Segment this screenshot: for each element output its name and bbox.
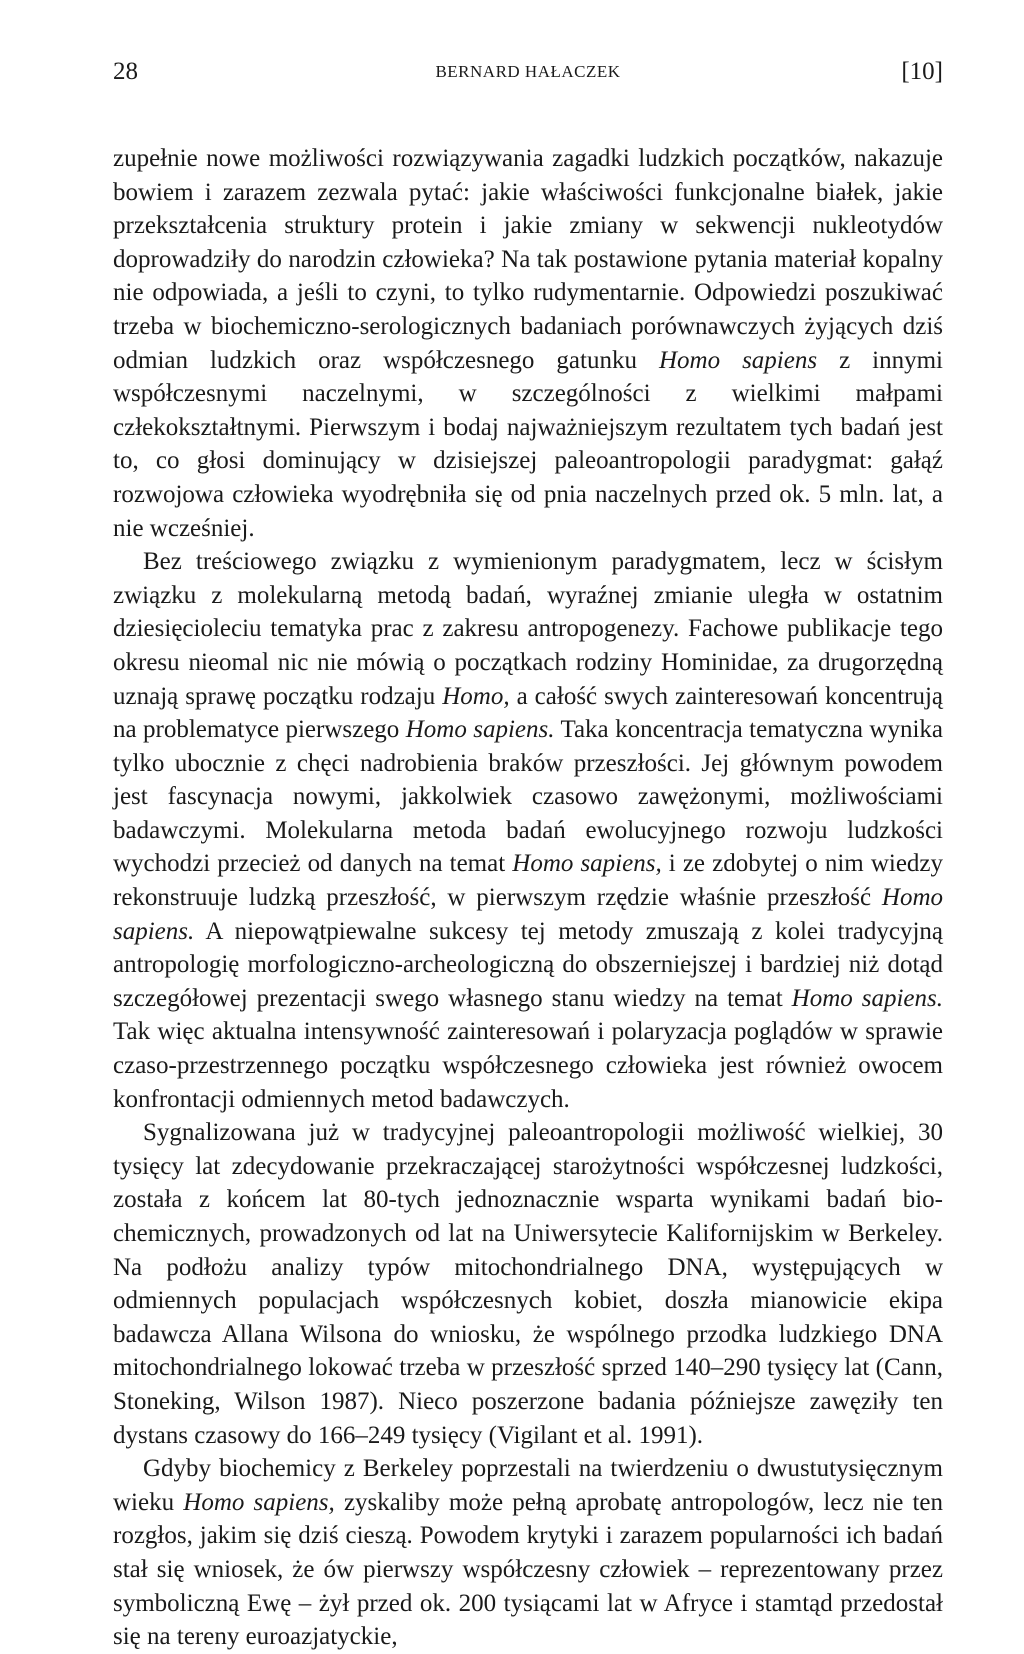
text-run: A niepowątpiewalne sukcesy tej metody zmuszają z kolei tradycyjną antropologię morfologiczno-archeologiczną do obszerniejszej i bardziej niż dotąd szczegółowej prezentacji swego własnego stanu wiedzy na temat <box>113 917 943 1012</box>
text-run: Sygnalizowana już w tradycyjnej paleoantropologii możliwość wielkiej, 30 tysięcy lat zdecydowanie przekraczającej starożytności współczesnej ludzkości, została z końcem lat 80-tych jednoznacznie wsparta wynikami badań biochemicznych, prowadzonych od lat na Uniwersytecie Kalifornijskim w Berkeley. Na podłożu analizy typów mitochondrialnego DNA, występujących w odmiennych populacjach współczesnych kobiet, doszła mianowicie ekipa badawcza Allana Wilsona do wniosku, że wspólnego przodka ludzkiego DNA mitochondrialnego lokować trzeba w przeszłość sprzed 140–290 tysięcy lat (Cann, Stoneking, Wilson 1987). Nieco poszerzone badania późniejsze zawęziły ten dystans czasowy do 166–249 tysięcy (Vigilant et al. 1991). <box>113 1119 943 1449</box>
text-run: Gdyby biochemicy z Berkeley poprzestali na twierdzeniu o dwustutysięcznym wieku <box>113 1455 943 1516</box>
italic-term: Homo sapiens. <box>113 884 943 945</box>
document-page <box>113 52 944 1651</box>
italic-term: Homo sapiens. <box>791 984 943 1012</box>
text-run: Bez treściowego związku z wymienionym paradygmatem, lecz w ścisłym związku z molekularną metodą badań, wyraźnej zmianie uległa w ostatnim dziesięcioleciu tematyka prac z zakresu antropogenezy. Fachowe publikacje tego okresu nieomal nic nie mówią o początkach rodziny Hominidae, za drugorzędną uznają sprawę początku rodzaju <box>113 548 943 710</box>
text-run: z innymi współczesnymi naczelnymi, w szczególności z wielkimi małpami człekokształtnymi. Pierwszym i bodaj najważniejszym rezultatem tych badań jest to, co głosi dominujący w dzisiejszej paleoantropologii paradygmat: gałąź rozwojowa człowieka wyodrębniła się od pnia naczelnych przed ok. 5 mln. lat, a nie wcześniej. <box>113 346 944 542</box>
italic-term: Homo sapiens <box>658 346 818 374</box>
italic-term: Homo sapiens. <box>405 716 555 744</box>
body-text <box>113 142 943 1654</box>
section-number: [10] <box>901 58 943 85</box>
text-run: zupełnie nowe możliwości rozwiązywania zagadki ludzkich początków, nakazuje bowiem i zarazem zezwala pytać: jakie właściwości funkcjonalne białek, jakie przekształcenia struktury protein i jakie zmiany w sekwencji nukleotydów doprowadziły do narodzin człowieka? Na tak postawione pytania materiał kopalny nie odpowiada, a jeśli to czyni, to tylko rudymentarnie. Odpowiedzi poszukiwać trzeba w biochemiczno-serologicznych badaniach porównawczych żyjących dziś odmian ludzkich oraz współczesnego gatunku <box>113 145 943 374</box>
text-run: Taka koncentracja tematyczna wynika tylko ubocznie z chęci nadrobienia braków przeszłości. Jej głównym powodem jest fascynacja nowymi, jakkolwiek czasowo zawężonymi, możliwościami badawczymi. Molekularna metoda badań ewolucyjnego rozwoju ludzkości wychodzi przecież od danych na temat <box>113 716 943 878</box>
paragraph <box>113 142 943 545</box>
text-run: zyskaliby może pełną aprobatę antropologów, lecz nie ten rozgłos, jakim się dziś cieszą. Powodem krytyki i zarazem popularności ich badań stał się wniosek, że ów pierwszy współczesny człowiek – reprezentowany przez symboliczną Ewę – żył przed ok. 200 tysiącami lat w Afryce i stamtąd przedostał się na tereny euroazjatyckie, <box>113 1488 943 1651</box>
text-run: Tak więc aktualna intensywność zainteresowań i polaryzacja poglądów w sprawie czaso-przestrzennego początku współczesnego człowieka jest również owocem konfrontacji odmiennych metod badawczych. <box>113 1018 943 1113</box>
paragraph <box>113 1452 943 1654</box>
paragraph <box>113 545 943 1116</box>
italic-term: Homo sapiens, <box>183 1488 335 1516</box>
italic-term: Homo, <box>442 682 510 710</box>
running-head <box>113 52 943 92</box>
text-run: a całość swych zainteresowań koncentrują na problematyce pierwszego <box>113 682 944 744</box>
italic-term: Homo sapiens, <box>512 850 662 878</box>
paragraph <box>113 1116 943 1452</box>
text-run: i ze zdobytej o nim wiedzy rekonstruuje ludzką przeszłość, w pierwszym rzędzie właśnie przeszłość <box>113 850 944 912</box>
page-number: 28 <box>113 58 138 85</box>
running-head-author: BERNARD HAŁACZEK <box>435 62 621 81</box>
